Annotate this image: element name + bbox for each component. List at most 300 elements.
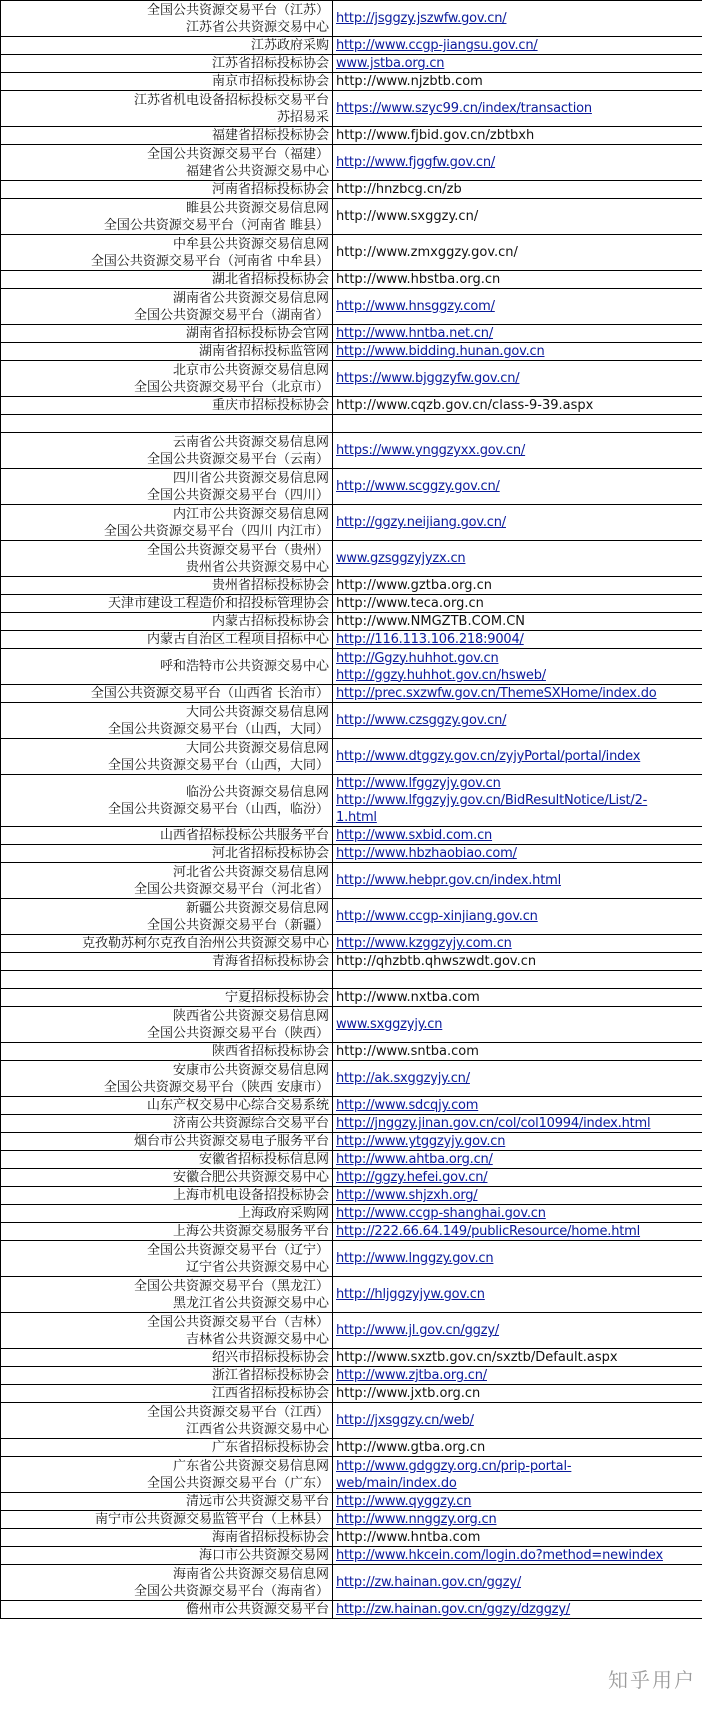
website-link[interactable]: http://www.bidding.hunan.gov.cn — [336, 344, 545, 359]
organization-name-cell — [1, 73, 333, 91]
website-url-cell — [333, 631, 702, 649]
website-url-cell — [333, 1457, 702, 1493]
table-row — [1, 1223, 702, 1241]
organization-name: 内蒙古招标投标协会 — [211, 614, 329, 629]
table-row — [1, 1097, 702, 1115]
organization-name: 贵州省招标投标协会 — [211, 578, 329, 593]
organization-name-cell — [1, 595, 333, 613]
table-row — [1, 1457, 702, 1493]
website-url-cell — [333, 685, 702, 703]
website-link[interactable]: http://116.113.106.218:9004/ — [336, 632, 524, 647]
website-url-cell — [333, 1187, 702, 1205]
organization-name-cell — [1, 1241, 333, 1277]
website-url-cell — [333, 863, 702, 899]
website-link[interactable]: http://www.jl.gov.cn/ggzy/ — [336, 1323, 500, 1338]
organization-name-cell — [1, 181, 333, 199]
organization-name: 全国公共资源交易平台（福建） — [146, 146, 329, 162]
table-row — [1, 685, 702, 703]
website-link[interactable]: http://ggzy.hefei.gov.cn/ — [336, 1170, 488, 1185]
website-url-text: http://www.teca.org.cn — [336, 596, 484, 611]
website-url-text: http://www.hbstba.org.cn — [336, 272, 501, 287]
organization-name: 全国公共资源交易平台（四川 内江市） — [103, 523, 329, 539]
table-row — [1, 1133, 702, 1151]
website-url-cell — [333, 37, 702, 55]
website-link[interactable]: https://www.szyc99.cn/index/transaction — [336, 101, 592, 116]
organization-name-cell — [1, 1367, 333, 1385]
website-url-cell — [333, 1313, 702, 1349]
website-link[interactable]: http://Ggzy.huhhot.gov.cn — [336, 650, 499, 666]
organization-name-cell — [1, 1601, 333, 1619]
table-row — [1, 1403, 702, 1439]
table-body — [1, 1, 702, 1619]
organization-name: 全国公共资源交易平台（北京市） — [133, 379, 329, 395]
website-link[interactable]: http://www.kzggzyjy.com.cn — [336, 936, 512, 951]
website-link[interactable]: http://www.ccgp-shanghai.gov.cn — [336, 1206, 546, 1221]
table-row — [1, 845, 702, 863]
organization-name: 新疆公共资源交易信息网 — [185, 900, 329, 916]
website-url-cell — [333, 1277, 702, 1313]
organization-name: 安徽合肥公共资源交易中心 — [172, 1170, 329, 1185]
website-url-text: http://www.hntba.com — [336, 1530, 481, 1545]
website-link[interactable]: http://www.hbzhaobiao.com/ — [336, 846, 517, 861]
website-url-cell — [333, 1403, 702, 1439]
website-link[interactable]: http://www.ccgp-xinjiang.gov.cn — [336, 909, 538, 924]
organization-name: 辽宁省公共资源交易中心 — [185, 1259, 329, 1275]
website-url-cell — [333, 55, 702, 73]
website-link[interactable]: web/main/index.do — [336, 1475, 457, 1491]
organization-name-cell — [1, 685, 333, 703]
organization-name: 全国公共资源交易平台（河南省 中牟县） — [90, 253, 329, 269]
website-url-cell — [333, 899, 702, 935]
organization-name: 全国公共资源交易平台（贵州） — [146, 542, 329, 558]
table-row — [1, 1529, 702, 1547]
table-row — [1, 1241, 702, 1277]
website-url-cell — [333, 1223, 702, 1241]
website-url-cell — [333, 235, 702, 271]
table-row — [1, 1493, 702, 1511]
organization-name-cell — [1, 1529, 333, 1547]
table-row — [1, 1205, 702, 1223]
website-link[interactable]: http://www.hebpr.gov.cn/index.html — [336, 873, 561, 888]
table-row — [1, 1115, 702, 1133]
website-link[interactable]: http://www.hnsggzy.com/ — [336, 299, 495, 314]
organization-name: 全国公共资源交易平台（海南省） — [133, 1583, 329, 1599]
website-link[interactable]: http://prec.sxzwfw.gov.cn/ThemeSXHome/index.do — [336, 686, 657, 701]
website-url-cell — [333, 541, 702, 577]
organization-name-cell — [1, 1205, 333, 1223]
website-url-cell — [333, 1565, 702, 1601]
organization-name: 内江市公共资源交易信息网 — [172, 506, 329, 522]
website-url-cell — [333, 953, 702, 971]
website-link[interactable]: www.gzsggzyjyzx.cn — [336, 551, 466, 566]
organization-name: 全国公共资源交易平台（河北省） — [133, 881, 329, 897]
website-url-cell — [333, 1385, 702, 1403]
website-url-cell — [333, 1061, 702, 1097]
table-row — [1, 199, 702, 235]
website-url-cell — [333, 1349, 702, 1367]
website-url-cell — [333, 361, 702, 397]
website-url-text: http://www.zmxggzy.gov.cn/ — [336, 245, 518, 260]
organization-name-cell — [1, 1, 333, 37]
organization-name: 中牟县公共资源交易信息网 — [172, 236, 329, 252]
website-url-text: http://www.gtba.org.cn — [336, 1440, 486, 1455]
organization-name: 湖南省招标投标协会官网 — [185, 326, 329, 341]
organization-name: 全国公共资源交易平台（陕西 安康市） — [103, 1079, 329, 1095]
website-url-cell — [333, 127, 702, 145]
organization-name-cell — [1, 145, 333, 181]
website-url-cell — [333, 505, 702, 541]
website-link[interactable]: http://jxsggzy.cn/web/ — [336, 1413, 474, 1428]
organization-name-cell — [1, 1043, 333, 1061]
website-link[interactable]: http://www.lfggzyjy.gov.cn — [336, 776, 501, 791]
organization-name-cell — [1, 235, 333, 271]
organization-name: 全国公共资源交易平台（黑龙江） — [133, 1278, 329, 1294]
table-row — [1, 971, 702, 989]
organization-name-cell — [1, 37, 333, 55]
organization-name: 河北省公共资源交易信息网 — [172, 864, 329, 880]
organization-name: 江苏省招标投标协会 — [211, 56, 329, 71]
table-row — [1, 1061, 702, 1097]
table-row — [1, 1313, 702, 1349]
organization-name-cell — [1, 1169, 333, 1187]
organization-name: 呼和浩特市公共资源交易中心 — [159, 659, 329, 674]
website-link[interactable]: http://zw.hainan.gov.cn/ggzy/dzggzy/ — [336, 1602, 571, 1617]
table-row — [1, 415, 702, 433]
organization-name: 北京市公共资源交易信息网 — [172, 362, 329, 378]
table-row — [1, 953, 702, 971]
website-url-text: http://www.sxztb.gov.cn/sxztb/Default.aspx — [336, 1350, 618, 1365]
website-url-cell — [333, 1, 702, 37]
website-url-text: http://www.gztba.org.cn — [336, 578, 493, 593]
website-link[interactable]: www.sxggzyjy.cn — [336, 1017, 443, 1032]
table-row — [1, 1, 702, 37]
organization-name-cell — [1, 1547, 333, 1565]
table-row — [1, 469, 702, 505]
organization-name-cell — [1, 1313, 333, 1349]
website-url-text: http://www.sntba.com — [336, 1044, 479, 1059]
table-row — [1, 989, 702, 1007]
table-row — [1, 1187, 702, 1205]
website-url-cell — [333, 397, 702, 415]
table-row — [1, 541, 702, 577]
table-row — [1, 1151, 702, 1169]
table-row — [1, 145, 702, 181]
website-link[interactable]: http://www.qyggzy.cn — [336, 1494, 472, 1509]
table-row — [1, 613, 702, 631]
table-row — [1, 1367, 702, 1385]
table-row — [1, 1511, 702, 1529]
organization-name: 南京市招标投标协会 — [211, 74, 329, 89]
organization-name-cell — [1, 1007, 333, 1043]
website-url-cell — [333, 1493, 702, 1511]
organization-name: 大同公共资源交易信息网 — [185, 740, 329, 756]
table-row — [1, 127, 702, 145]
website-url-cell — [333, 343, 702, 361]
organization-name: 江苏省机电设备招标投标交易平台 — [133, 92, 329, 108]
website-url-cell — [333, 649, 702, 685]
organization-name-cell — [1, 271, 333, 289]
table-row — [1, 1349, 702, 1367]
website-url-cell — [333, 703, 702, 739]
website-url-cell — [333, 1511, 702, 1529]
website-url-text: http://www.njzbtb.com — [336, 74, 483, 89]
organization-name: 江苏政府采购 — [250, 38, 329, 53]
organization-name-cell — [1, 899, 333, 935]
table-row — [1, 739, 702, 775]
organization-name-cell — [1, 1439, 333, 1457]
website-url-cell — [333, 989, 702, 1007]
organization-name-cell — [1, 1403, 333, 1439]
website-url-cell — [333, 1097, 702, 1115]
website-url-cell — [333, 1529, 702, 1547]
website-url-text: http://www.nxtba.com — [336, 990, 480, 1005]
organization-name: 上海政府采购网 — [237, 1206, 329, 1221]
table-row — [1, 1043, 702, 1061]
organization-name-cell — [1, 971, 333, 989]
table-row — [1, 1565, 702, 1601]
website-url-cell — [333, 325, 702, 343]
website-url-text: http://www.fjbid.gov.cn/zbtbxh — [336, 128, 535, 143]
website-url-cell — [333, 845, 702, 863]
website-link[interactable]: http://www.zjtba.org.cn/ — [336, 1368, 487, 1383]
website-url-text: http://www.NMGZTB.COM.CN — [336, 614, 526, 629]
website-url-cell — [333, 469, 702, 505]
website-url-cell — [333, 181, 702, 199]
organization-name: 江西省招标投标协会 — [211, 1386, 329, 1401]
table-row — [1, 631, 702, 649]
website-link[interactable]: http://www.hkcein.com/login.do?method=newindex — [336, 1548, 663, 1563]
website-link[interactable]: http://www.gdggzy.org.cn/prip-portal- — [336, 1458, 572, 1474]
organization-name: 重庆市招标投标协会 — [211, 398, 329, 413]
organization-name: 全国公共资源交易平台（广东） — [146, 1475, 329, 1491]
organization-name: 江西省公共资源交易中心 — [185, 1421, 329, 1437]
organization-name: 全国公共资源交易平台（江西） — [146, 1404, 329, 1420]
organization-name-cell — [1, 325, 333, 343]
website-url-cell — [333, 1115, 702, 1133]
website-link[interactable]: http://zw.hainan.gov.cn/ggzy/ — [336, 1575, 522, 1590]
website-link[interactable]: http://www.fjggfw.gov.cn/ — [336, 155, 496, 170]
organization-name: 福建省公共资源交易中心 — [185, 163, 329, 179]
organization-name: 清远市公共资源交易平台 — [185, 1494, 329, 1509]
organization-name-cell — [1, 827, 333, 845]
organization-name-cell — [1, 989, 333, 1007]
organization-name: 内蒙古自治区工程项目招标中心 — [146, 632, 329, 647]
organization-name-cell — [1, 505, 333, 541]
table-row — [1, 703, 702, 739]
organization-name-cell — [1, 1349, 333, 1367]
website-url-cell — [333, 1205, 702, 1223]
organization-name: 湖南省招标投标监管网 — [198, 344, 329, 359]
organization-name-cell — [1, 1097, 333, 1115]
organization-name: 全国公共资源交易平台（山西，大同） — [107, 721, 329, 737]
organization-name-cell — [1, 397, 333, 415]
organization-name: 安康市公共资源交易信息网 — [172, 1062, 329, 1078]
organization-name-cell — [1, 845, 333, 863]
organization-name: 全国公共资源交易平台（陕西） — [146, 1025, 329, 1041]
website-link[interactable]: http://jsggzy.jszwfw.gov.cn/ — [336, 11, 507, 26]
organization-name: 山西省招标投标公共服务平台 — [159, 828, 329, 843]
organization-name-cell — [1, 953, 333, 971]
table-row — [1, 1385, 702, 1403]
website-url-text: http://hnzbcg.cn/zb — [336, 182, 462, 197]
table-row — [1, 325, 702, 343]
table-row — [1, 289, 702, 325]
organization-name: 海南省招标投标协会 — [211, 1530, 329, 1545]
table-row — [1, 1547, 702, 1565]
website-url-cell — [333, 595, 702, 613]
organization-name-cell — [1, 739, 333, 775]
website-link[interactable]: https://www.bjggzyfw.gov.cn/ — [336, 371, 520, 386]
table-row — [1, 343, 702, 361]
table-row — [1, 55, 702, 73]
organization-name: 河南省招标投标协会 — [211, 182, 329, 197]
website-url-cell — [333, 1151, 702, 1169]
table-row — [1, 271, 702, 289]
organization-name-cell — [1, 361, 333, 397]
organization-name-cell — [1, 863, 333, 899]
organization-name-cell — [1, 1511, 333, 1529]
website-url-cell — [333, 271, 702, 289]
organization-name-cell — [1, 649, 333, 685]
website-url-cell — [333, 145, 702, 181]
website-link[interactable]: http://www.dtggzy.gov.cn/zyjyPortal/portal/index — [336, 749, 641, 764]
organization-name: 全国公共资源交易平台（吉林） — [146, 1314, 329, 1330]
website-url-cell — [333, 827, 702, 845]
organization-name: 贵州省公共资源交易中心 — [185, 559, 329, 575]
organization-name: 全国公共资源交易平台（湖南省） — [133, 307, 329, 323]
table-row — [1, 397, 702, 415]
organization-name: 广东省招标投标协会 — [211, 1440, 329, 1455]
table-row — [1, 235, 702, 271]
table-row — [1, 595, 702, 613]
organization-name-cell — [1, 1061, 333, 1097]
organization-name: 陕西省招标投标协会 — [211, 1044, 329, 1059]
organization-name: 全国公共资源交易平台（江苏） — [146, 2, 329, 18]
website-url-cell — [333, 1133, 702, 1151]
website-link[interactable]: http://222.66.64.149/publicResource/home.html — [336, 1224, 641, 1239]
website-link[interactable]: http://www.ccgp-jiangsu.gov.cn/ — [336, 38, 538, 53]
table-row — [1, 649, 702, 685]
organization-name: 全国公共资源交易平台（新疆） — [146, 917, 329, 933]
website-link[interactable]: www.jstba.org.cn — [336, 56, 445, 71]
website-link[interactable]: http://hljggzyjyw.gov.cn — [336, 1287, 485, 1302]
website-url-text: http://www.sxggzy.cn/ — [336, 209, 479, 224]
organization-name-cell — [1, 469, 333, 505]
website-link[interactable]: http://www.hntba.net.cn/ — [336, 326, 494, 341]
organization-name-cell — [1, 1493, 333, 1511]
website-link[interactable]: http://www.sxbid.com.cn — [336, 828, 493, 843]
table-row — [1, 863, 702, 899]
website-link[interactable]: http://www.czsggzy.gov.cn/ — [336, 713, 507, 728]
website-link[interactable]: http://ak.sxggzyjy.cn/ — [336, 1071, 470, 1086]
table-row — [1, 433, 702, 469]
organization-name: 湖南省公共资源交易信息网 — [172, 290, 329, 306]
table-row — [1, 1439, 702, 1457]
website-url-cell — [333, 199, 702, 235]
table-row — [1, 577, 702, 595]
website-url-cell — [333, 1241, 702, 1277]
website-url-cell — [333, 415, 702, 433]
organization-name-cell — [1, 1133, 333, 1151]
organization-name-cell — [1, 613, 333, 631]
organization-name: 绍兴市招标投标协会 — [211, 1350, 329, 1365]
website-link[interactable]: http://www.scggzy.gov.cn/ — [336, 479, 500, 494]
website-link[interactable]: http://ggzy.neijiang.gov.cn/ — [336, 515, 506, 530]
table-row — [1, 37, 702, 55]
organization-name-cell — [1, 55, 333, 73]
organization-name: 全国公共资源交易平台（山西省 长治市） — [90, 686, 329, 701]
organization-name-cell — [1, 1223, 333, 1241]
organization-name: 安徽省招标投标信息网 — [198, 1152, 329, 1167]
organization-name-cell — [1, 289, 333, 325]
website-url-cell — [333, 1043, 702, 1061]
organization-name: 上海公共资源交易服务平台 — [172, 1224, 329, 1239]
organization-name: 天津市建设工程造价和招投标管理协会 — [107, 596, 329, 611]
organization-name: 吉林省公共资源交易中心 — [185, 1331, 329, 1347]
organization-name-cell — [1, 91, 333, 127]
organization-name: 江苏省公共资源交易中心 — [185, 19, 329, 35]
organization-name-cell — [1, 433, 333, 469]
website-url-cell — [333, 1439, 702, 1457]
website-url-cell — [333, 1601, 702, 1619]
website-url-cell — [333, 1007, 702, 1043]
organization-name: 海南省公共资源交易信息网 — [172, 1566, 329, 1582]
table-row — [1, 827, 702, 845]
organization-name-cell — [1, 703, 333, 739]
organization-name-cell — [1, 935, 333, 953]
website-link[interactable]: http://www.ytggzyjy.gov.cn — [336, 1134, 506, 1149]
website-url-cell — [333, 775, 702, 827]
organization-name-cell — [1, 1151, 333, 1169]
organization-name: 青海省招标投标协会 — [211, 954, 329, 969]
website-url-text: http://www.jxtb.org.cn — [336, 1386, 481, 1401]
website-link[interactable]: http://www.ahtba.org.cn/ — [336, 1152, 493, 1167]
website-link[interactable]: http://ggzy.huhhot.gov.cn/hsweb/ — [336, 667, 546, 683]
website-link[interactable]: http://www.lfggzyjy.gov.cn/BidResultNotice/List/2- — [336, 793, 648, 808]
organization-name: 湖北省招标投标协会 — [211, 272, 329, 287]
website-link[interactable]: http://www.lnggzy.gov.cn — [336, 1251, 494, 1266]
table-row — [1, 91, 702, 127]
table-row — [1, 73, 702, 91]
table-row — [1, 1007, 702, 1043]
organization-name: 临汾公共资源交易信息网 — [185, 784, 329, 800]
organization-name: 河北省招标投标协会 — [211, 846, 329, 861]
website-link[interactable]: http://www.nnggzy.org.cn — [336, 1512, 497, 1527]
website-link[interactable]: https://www.ynggzyxx.gov.cn/ — [336, 443, 526, 458]
website-link[interactable]: http://jnggzy.jinan.gov.cn/col/col10994/index.html — [336, 1116, 651, 1131]
website-url-text: http://www.cqzb.gov.cn/class-9-39.aspx — [336, 398, 594, 413]
website-link[interactable]: 1.html — [336, 810, 377, 825]
organization-name: 全国公共资源交易平台（四川） — [146, 487, 329, 503]
organization-name: 南宁市公共资源交易监管平台（上林县） — [94, 1512, 329, 1527]
organization-name: 山东产权交易中心综合交易系统 — [146, 1098, 329, 1113]
organization-name: 宁夏招标投标协会 — [224, 990, 329, 1005]
organization-name: 福建省招标投标协会 — [211, 128, 329, 143]
organization-name-cell — [1, 577, 333, 595]
table-row — [1, 505, 702, 541]
website-url-cell — [333, 971, 702, 989]
organization-name: 大同公共资源交易信息网 — [185, 704, 329, 720]
organization-name-cell — [1, 1115, 333, 1133]
organization-name: 海口市公共资源交易网 — [198, 1548, 329, 1563]
organization-name: 黑龙江省公共资源交易中心 — [172, 1295, 329, 1311]
website-url-cell — [333, 1367, 702, 1385]
website-link[interactable]: http://www.sdcqjy.com — [336, 1098, 479, 1113]
organization-name: 苏招易采 — [276, 109, 329, 125]
organization-name: 全国公共资源交易平台（辽宁） — [146, 1242, 329, 1258]
website-link[interactable]: http://www.shjzxh.org/ — [336, 1188, 478, 1203]
organization-name: 四川省公共资源交易信息网 — [172, 470, 329, 486]
